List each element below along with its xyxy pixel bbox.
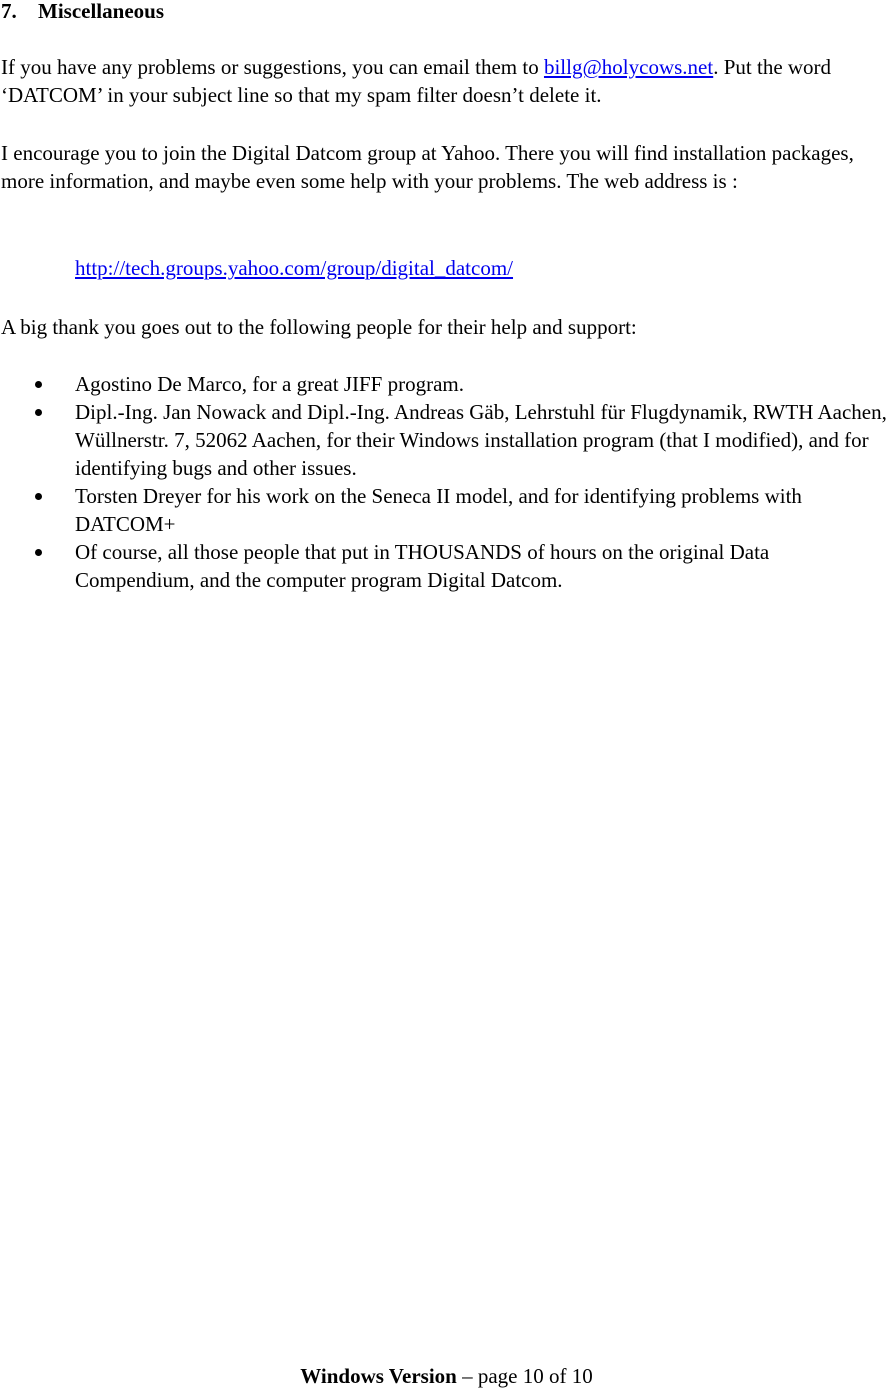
group-url-link[interactable]: http://tech.groups.yahoo.com/group/digital_datcom/: [75, 256, 514, 280]
section-number: 7.: [1, 0, 17, 23]
bullet-icon: [35, 549, 42, 556]
group-paragraph: I encourage you to join the Digital Datcom group at Yahoo. There you will find installation packages, more information, and maybe even some help with your problems. The web address is :: [1, 141, 854, 193]
list-item-text: Dipl.-Ing. Jan Nowack and Dipl.-Ing. Andreas Gäb, Lehrstuhl für Flugdynamik, RWTH Aachen, Wüllnerstr. 7, 52062 Aachen, for their Windows installation program (that I modified), and for identifying bugs and other issues.: [75, 400, 887, 480]
section-heading: [1, 0, 164, 23]
page-footer: [0, 1362, 893, 1390]
footer-version: Windows Version: [300, 1364, 457, 1388]
list-item: [0, 398, 893, 482]
list-item: [0, 482, 893, 538]
list-item: [0, 538, 893, 594]
bullet-icon: [35, 381, 42, 388]
email-link[interactable]: billg@holycows.net: [543, 55, 714, 79]
contact-text-before: If you have any problems or suggestions, you can email them to: [1, 55, 544, 79]
list-item-text: Agostino De Marco, for a great JIFF program.: [75, 372, 464, 396]
section-title: Miscellaneous: [38, 0, 164, 23]
contact-paragraph: [1, 53, 893, 109]
list-item-text: Of course, all those people that put in THOUSANDS of hours on the original Data Compendium, and the computer program Digital Datcom.: [75, 540, 770, 592]
footer-page-number: – page 10 of 10: [456, 1364, 593, 1388]
thanks-intro: A big thank you goes out to the following people for their help and support:: [1, 315, 637, 339]
thanks-list: [0, 370, 893, 594]
contact-text-after: . Put the word ‘DATCOM’ in your subject line so that my spam filter doesn’t delete it.: [1, 55, 832, 107]
bullet-icon: [35, 409, 42, 416]
list-item-text: Torsten Dreyer for his work on the Seneca II model, and for identifying problems with DATCOM+: [75, 484, 802, 536]
bullet-icon: [35, 493, 42, 500]
list-item: [0, 370, 893, 398]
group-url-line: [75, 254, 513, 282]
